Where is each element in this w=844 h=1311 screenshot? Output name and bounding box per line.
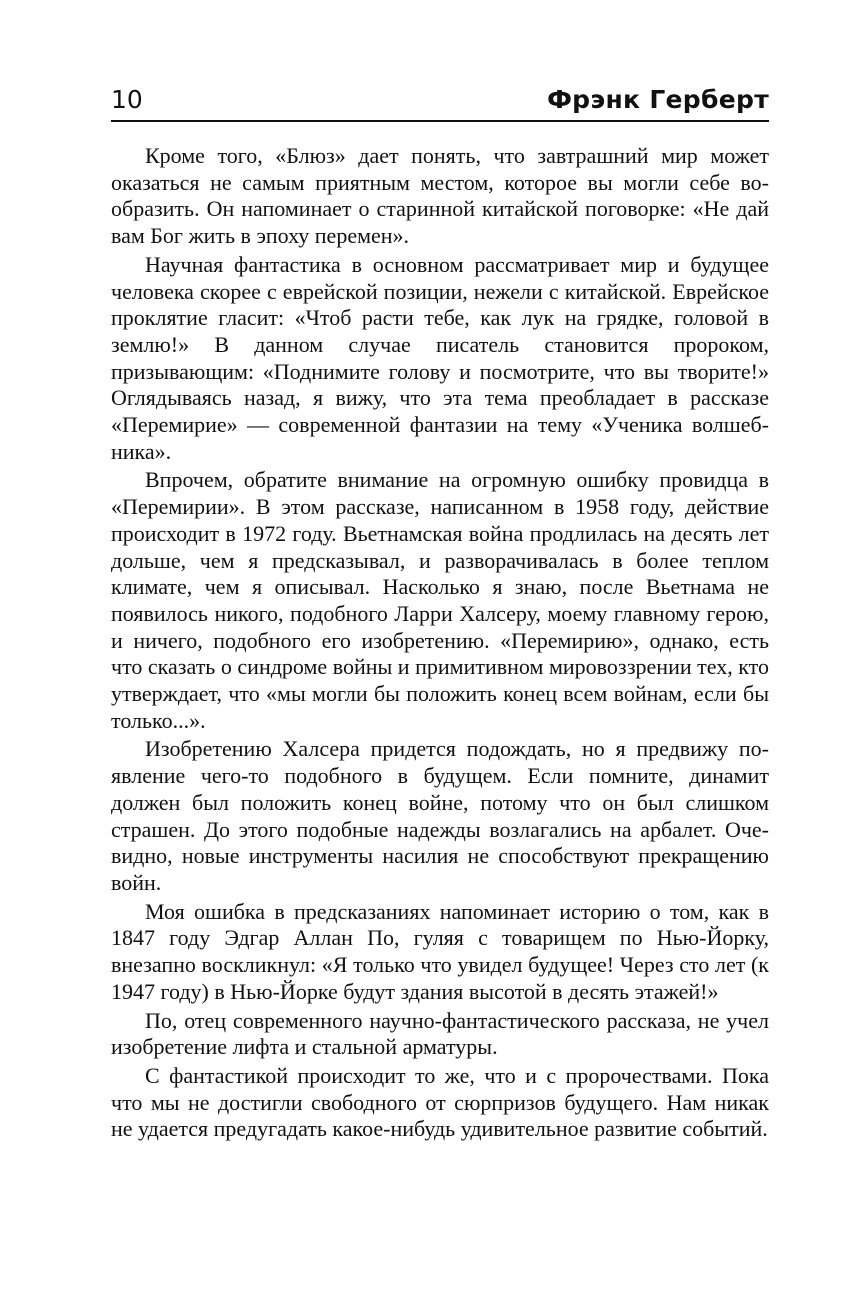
paragraph: По, отец современного научно-фантастического рассказа, не учел изобретение лифта и стальной арматуры. [111,1007,769,1060]
page-header [111,84,769,122]
page-number: 10 [111,85,143,114]
paragraph: Моя ошибка в предсказаниях напоминает историю о том, как в 1847 году Эдгар Аллан По, гуляя с товарищем по Нью-Йорку, внезапно воскликнул: «Я только что увидел будущее! Через сто лет (к 1947 году) в Нью-Йорке будут здания высотой в десять этажей!» [111,898,769,1004]
paragraph: С фантастикой происходит то же, что и с пророчествами. Пока что мы не достигли свободного от сюрпризов будущего. Нам никак не удается предугадать какое-нибудь удивительное развитие событий. [111,1062,769,1142]
paragraph: Изобретению Халсера придется подождать, но я предвижу появление чего-то подобного в будущем. Если помните, динамит должен был положить конец войне, потому что он был слишком страшен. До этого подобные надежды возлагались на арбалет. Очевидно, новые инструменты насилия не способствуют прекращению войн. [111,736,769,895]
paragraph: Кроме того, «Блюз» дает понять, что завтрашний мир может оказаться не самым приятным местом, которое вы могли себе вообразить. Он напоминает о старинной китайской поговорке: «Не дай вам Бог жить в эпоху перемен». [111,143,769,249]
body-text [111,143,769,1145]
paragraph: Научная фантастика в основном рассматривает мир и будущее человека скорее с еврейской позиции, нежели с китайской. Еврейское проклятие гласит: «Чтоб расти тебе, как лук на грядке, головой в землю!» В данном случае писатель становится пророком, призывающим: «Поднимите голову и посмотрите, что вы творите!» Оглядываясь назад, я вижу, что эта тема преобладает в рассказе «Перемирие» — современной фантазии на тему «Ученика волшебника». [111,251,769,464]
running-title: Фрэнк Герберт [547,85,769,114]
paragraph: Впрочем, обратите внимание на огромную ошибку провидца в «Перемирии». В этом рассказе, написанном в 1958 году, действие происходит в 1972 году. Вьетнамская война продлилась на десять лет дольше, чем я предсказывал, и разворачивалась в более теплом климате, чем я описывал. Насколько я знаю, после Вьетнама не появилось никого, подобного Ларри Халсеру, моему главному герою, и ничего, подобного его изобретению. «Перемирию», однако, есть что сказать о синдроме войны и примитивном мировоззрении тех, кто утверждает, что «мы могли бы положить конец всем войнам, если бы только...». [111,467,769,733]
